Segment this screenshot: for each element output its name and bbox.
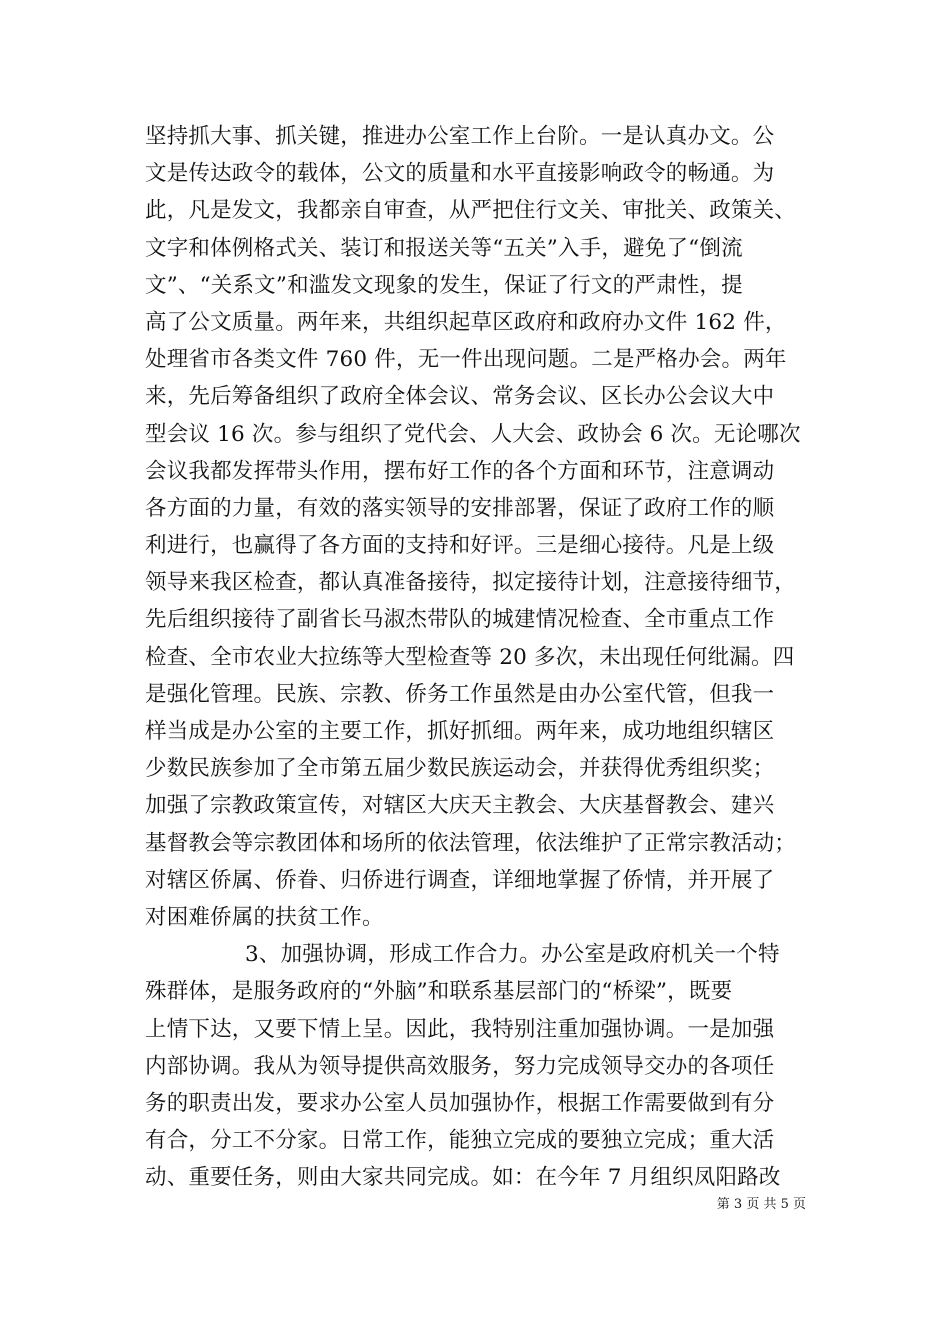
text-line: 利进行，也赢得了各方面的支持和好评。三是细心接待。凡是上级: [145, 533, 775, 559]
text-line: 检查、全市农业大拉练等大型检查等 20 多次，未出现任何纰漏。四: [145, 644, 795, 670]
text-line: 殊群体，是服务政府的“外脑”和联系基层部门的“桥梁”，既要: [145, 979, 733, 1005]
text-line: 坚持抓大事、抓关键，推进办公室工作上台阶。一是认真办文。公: [145, 124, 775, 149]
text-line: 是强化管理。民族、宗教、侨务工作虽然是由办公室代管，但我一: [145, 681, 775, 707]
text-line: 样当成是办公室的主要工作，抓好抓细。两年来，成功地组织辖区: [145, 719, 775, 744]
text-line: 先后组织接待了副省长马淑杰带队的城建情况检查、全市重点工作: [145, 607, 775, 633]
text-line: 动、重要任务，则由大家共同完成。如：在今年 7 月组织凤阳路改: [145, 1165, 781, 1191]
text-line: 对辖区侨属、侨眷、归侨进行调查，详细地掌握了侨情，并开展了: [145, 867, 775, 893]
text-line: 基督教会等宗教团体和场所的依法管理，依法维护了正常宗教活动；: [145, 830, 797, 856]
text-line: 各方面的力量，有效的落实领导的安排部署，保证了政府工作的顺: [145, 495, 775, 521]
text-line: 上情下达，又要下情上呈。因此，我特别注重加强协调。一是加强: [145, 1016, 775, 1042]
text-line: 来，先后筹备组织了政府全体会议、常务会议、区长办公会议大中: [145, 384, 775, 410]
text-line: 少数民族参加了全市第五届少数民族运动会，并获得优秀组织奖；: [145, 756, 775, 782]
text-line: 加强了宗教政策宣传，对辖区大庆天主教会、大庆基督教会、建兴: [145, 793, 775, 819]
text-line: 此，凡是发文，我都亲自审查，从严把住行文关、审批关、政策关、: [145, 198, 797, 224]
text-line: 高了公文质量。两年来，共组织起草区政府和政府办文件 162 件，: [145, 309, 787, 335]
text-line: 文是传达政令的载体，公文的质量和水平直接影响政令的畅通。为: [145, 161, 775, 187]
text-line: 对困难侨属的扶贫工作。: [145, 904, 384, 930]
text-line: 领导来我区检查，都认真准备接待，拟定接待计划，注意接待细节，: [145, 570, 797, 596]
text-line: 文字和体例格式关、装订和报送关等“五关”入手，避免了“倒流: [145, 235, 743, 261]
text-line: 文”、“关系文”和滥发文现象的发生，保证了行文的严肃性，提: [145, 272, 743, 298]
text-line: 会议我都发挥带头作用，摆布好工作的各个方面和环节，注意调动: [145, 458, 775, 484]
text-line: 务的职责出发，要求办公室人员加强协作，根据工作需要做到有分: [145, 1090, 775, 1116]
paragraph-start-line: 3、加强协调，形成工作合力。办公室是政府机关一个特: [245, 942, 780, 968]
text-line: 有合，分工不分家。日常工作，能独立完成的要独立完成；重大活: [145, 1128, 775, 1154]
text-line: 型会议 16 次。参与组织了党代会、人大会、政协会 6 次。无论哪次: [145, 421, 801, 447]
body-text: [145, 118, 815, 1196]
text-line: 处理省市各类文件 760 件，无一件出现问题。二是严格办会。两年: [145, 347, 787, 373]
text-line: 内部协调。我从为领导提供高效服务，努力完成领导交办的各项任: [145, 1053, 775, 1079]
page-number-footer: 第 3 页 共 5 页: [716, 1197, 806, 1212]
